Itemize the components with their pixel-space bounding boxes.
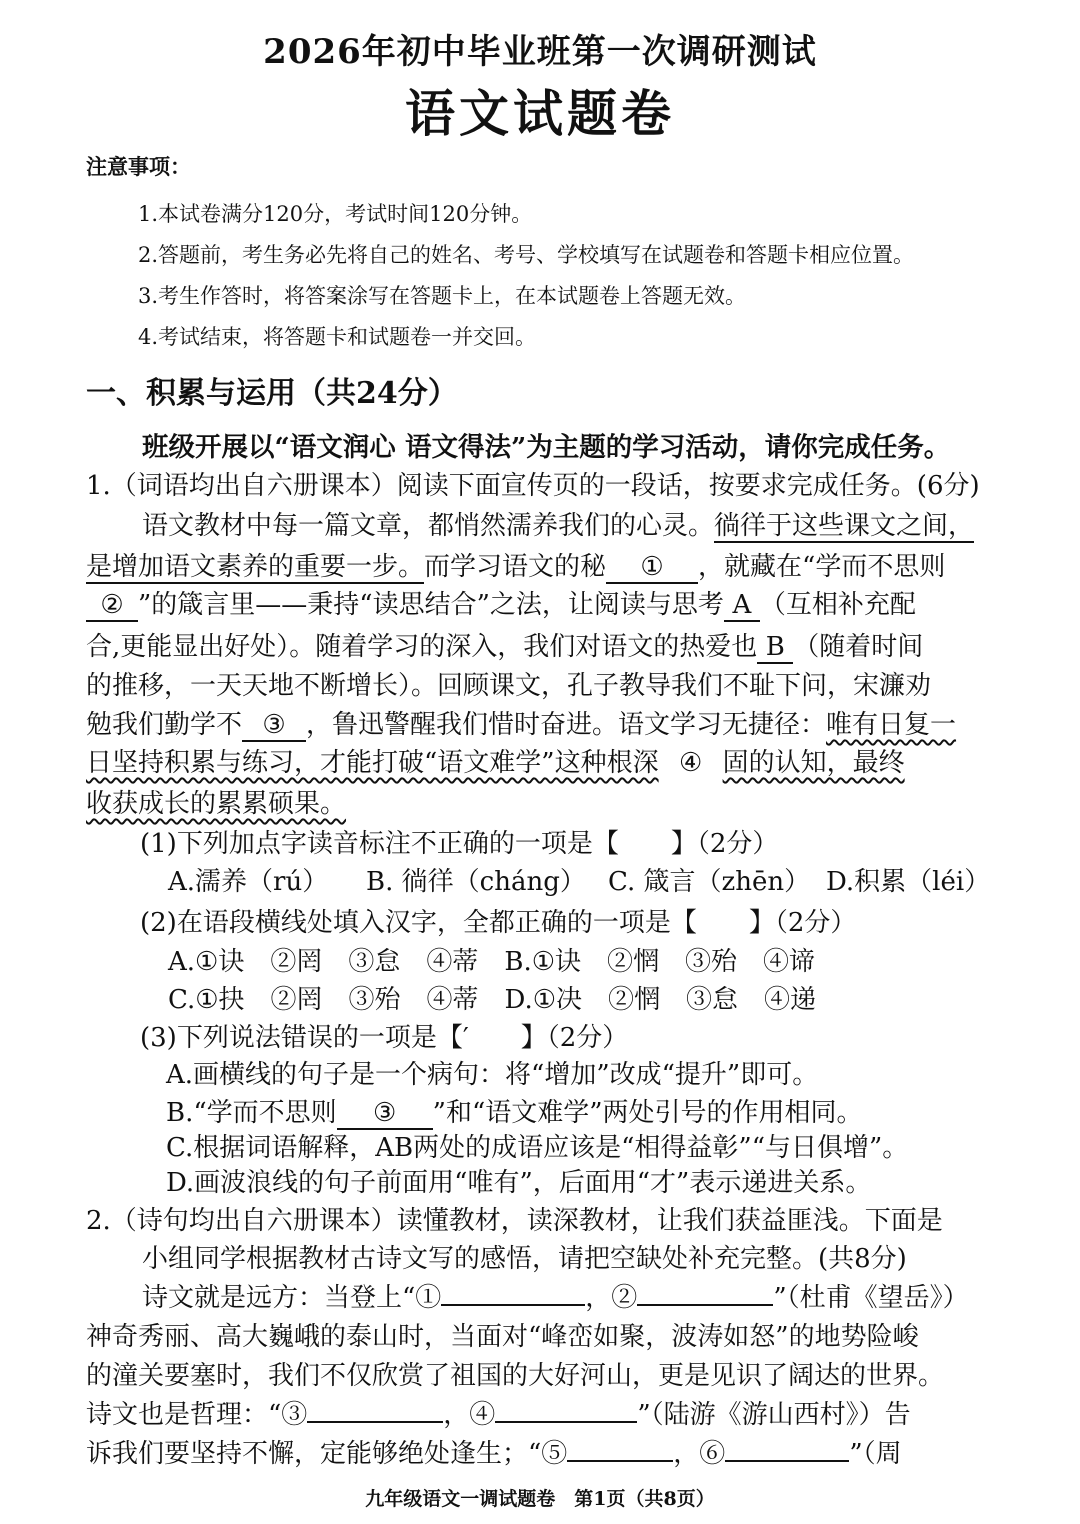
blank-A: A (724, 590, 760, 622)
section-intro: 班级开展以“语文润心 语文得法”为主题的学习活动，请你完成任务。 (142, 432, 951, 463)
passage-line (86, 546, 945, 584)
poem-line (142, 1277, 969, 1314)
passage-text: 而学习语文的秘 (424, 552, 607, 582)
blank-1: ① (606, 552, 698, 584)
option-row: C.①抉 ②罔 ③殆 ④蒂 D.①决 ②惘 ③怠 ④递 (168, 985, 817, 1015)
wavy-sentence: 日坚持积累与练习，才能打破“语文难学”这种根深 (86, 748, 659, 778)
passage-text: ”的箴言里——秉持“读思结合”之法，让阅读与思考 (138, 590, 724, 620)
page-footer: 九年级语文一调试题卷 第1页（共8页） (365, 1488, 715, 1510)
passage-text: 语文教材中每一篇文章，都悄然濡养我们的心灵。 (142, 511, 715, 541)
wavy-sentence: 收获成长的累累硕果。 (86, 789, 347, 819)
sub-question-2: (2)在语段横线处填入汉字，全都正确的一项是【 】（2分） (140, 908, 857, 938)
passage-text: ，鲁迅警醒我们惜时奋进。语文学习无捷径： (306, 710, 827, 740)
passage-text: （互相补充配 (759, 590, 916, 620)
question-1-stem: 1.（词语均出自六册课本）阅读下面宣传页的一段话，按要求完成任务。(6分) (86, 471, 980, 501)
answer-blank-5 (567, 1460, 673, 1462)
passage-text: ”（陆游《游山西村》）告 (637, 1400, 911, 1430)
passage-text: 神奇秀丽、高大巍峨的泰山时，当面对“峰峦如聚，波涛如怒”的地势险峻 (86, 1322, 919, 1352)
passage-text: 的潼关要塞时，我们不仅欣赏了祖国的大好河山，更是见识了阔达的世界。 (86, 1361, 945, 1391)
option-text: ”和“语文难学”两处引号的作用相同。 (432, 1098, 863, 1128)
passage-line (142, 505, 974, 542)
answer-blank-4 (495, 1421, 637, 1423)
underlined-sentence: 徜徉于这些课文之间， (714, 511, 975, 541)
passage-text: 诗文就是远方：当登上“① (142, 1283, 442, 1313)
passage-text: ，④ (443, 1400, 496, 1430)
blank-2: ② (86, 590, 138, 622)
notice-item: 4.考试结束，将答题卡和试题卷一并交回。 (138, 325, 537, 349)
option-B: B. 徜徉（cháng） (366, 867, 586, 897)
option-C: C. 箴言（zhēn） (608, 867, 811, 897)
passage-line (86, 704, 956, 742)
passage-text: 的推移，一天天地不断增长）。回顾课文，孔子教导我们不耻下问，宋濂劝 (86, 671, 932, 701)
option-D: D.画波浪线的句子前面用“唯有”，后面用“才”表示递进关系。 (166, 1168, 872, 1198)
wavy-sentence: 唯有日复一 (826, 710, 957, 740)
sub-question-3: (3)下列说法错误的一项是【′ 】（2分） (140, 1023, 629, 1053)
answer-blank-6 (725, 1460, 849, 1462)
notice-item: 1.本试卷满分120分，考试时间120分钟。 (138, 202, 533, 226)
passage-line (86, 626, 923, 664)
option-B (166, 1092, 863, 1130)
passage-line (86, 584, 916, 622)
blank-4: ④ (678, 748, 703, 778)
notice-heading: 注意事项： (86, 154, 191, 179)
question-2-stem: 小组同学根据教材古诗文写的感悟，请把空缺处补充完整。(共8分) (142, 1244, 907, 1274)
answer-blank-1 (441, 1304, 585, 1306)
blank-3: ③ (337, 1098, 433, 1130)
section-title: 一、积累与运用（共24分） (86, 376, 458, 411)
passage-text: 诗文也是哲理：“③ (86, 1400, 308, 1430)
passage-text: ，⑥ (673, 1439, 726, 1469)
passage-text: 合,更能显出好处）。随着学习的深入，我们对语文的热爱也 (86, 632, 758, 662)
blank-B: B (757, 632, 793, 664)
exam-title: 2026年初中毕业班第一次调研测试 (263, 32, 817, 72)
option-A: A.濡养（rú） (168, 867, 329, 897)
passage-text: ”（杜甫《望岳》） (773, 1283, 969, 1313)
passage-text: ”（周 (849, 1439, 902, 1469)
passage-text: 诉我们要坚持不懈，定能够绝处逢生；“⑤ (86, 1439, 568, 1469)
blank-3: ③ (242, 710, 306, 742)
notice-item: 3.考生作答时，将答案涂写在答题卡上，在本试题卷上答题无效。 (138, 284, 747, 308)
passage-text: 勉我们勤学不 (86, 710, 243, 740)
paper-title: 语文试题卷 (405, 84, 675, 143)
notice-item: 2.答题前，考生务必先将自己的姓名、考号、学校填写在试题卷和答题卡相应位置。 (138, 243, 915, 267)
poem-line (86, 1394, 911, 1431)
answer-blank-3 (307, 1421, 443, 1423)
question-2-stem: 2.（诗句均出自六册课本）读懂教材，读深教材，让我们获益匪浅。下面是 (86, 1206, 943, 1236)
passage-text: （随着时间 (793, 632, 924, 662)
option-A: A.画横线的句子是一个病句：将“增加”改成“提升”即可。 (166, 1060, 819, 1090)
passage-text: ，② (585, 1283, 638, 1313)
option-row: A.①诀 ②罔 ③怠 ④蒂 B.①诀 ②惘 ③殆 ④谛 (168, 947, 816, 977)
poem-line (86, 1433, 902, 1470)
option-text: B.“学而不思则 (166, 1098, 337, 1128)
passage-text: ，就藏在“学而不思则 (698, 552, 946, 582)
underlined-sentence: 是增加语文素养的重要一步。 (86, 552, 425, 582)
option-C: C.根据词语解释，AB两处的成语应该是“相得益彰”“与日俱增”。 (166, 1133, 909, 1163)
wavy-sentence: 固的认知，最终 (722, 748, 905, 778)
sub-question-1: (1)下列加点字读音标注不正确的一项是【 】（2分） (140, 829, 779, 859)
option-D: D.积累（léi） (826, 867, 991, 897)
answer-blank-2 (637, 1304, 773, 1306)
wavy-line (86, 742, 905, 779)
